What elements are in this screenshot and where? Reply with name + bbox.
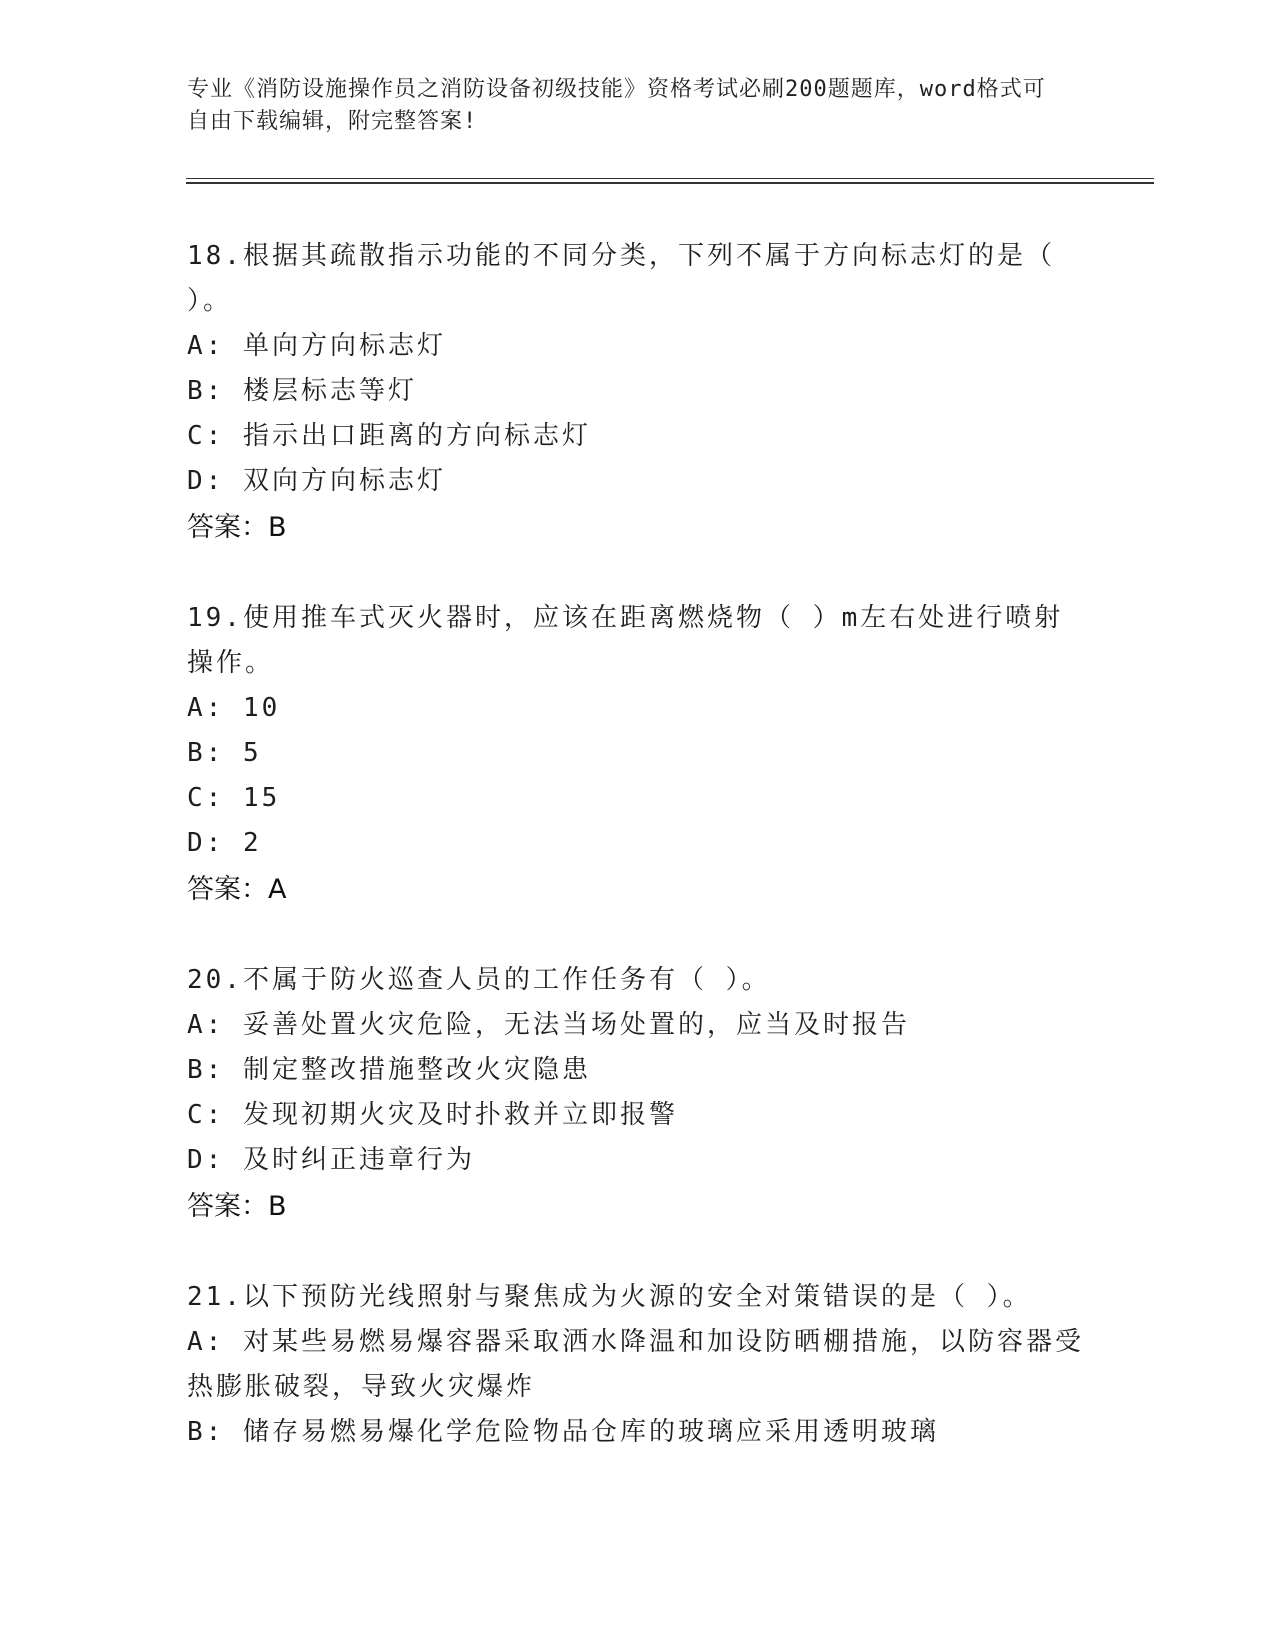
question-19 — [187, 596, 1087, 914]
option-b: B: 制定整改措施整改火灾隐患 — [187, 1055, 591, 1085]
question-stem: 19.使用推车式灭火器时，应该在距离燃烧物（ ）m左右处进行喷射操作。 — [187, 603, 1064, 678]
question-stem: 18.根据其疏散指示功能的不同分类，下列不属于方向标志灯的是（ ）。 — [187, 241, 1055, 316]
option-d: D: 及时纠正违章行为 — [187, 1145, 475, 1175]
question-stem: 20.不属于防火巡查人员的工作任务有（ ）。 — [187, 965, 771, 995]
option-a: A: 妥善处置火灾危险，无法当场处置的，应当及时报告 — [187, 1010, 910, 1040]
option-b: B: 楼层标志等灯 — [187, 376, 417, 406]
option-a: A: 单向方向标志灯 — [187, 331, 446, 361]
option-d: D: 2 — [187, 828, 262, 858]
answer-label: 答案：B — [187, 1191, 287, 1222]
question-18 — [187, 234, 1087, 552]
option-b: B: 储存易燃易爆化学危险物品仓库的玻璃应采用透明玻璃 — [187, 1417, 939, 1447]
question-21 — [187, 1275, 1087, 1455]
document-header: 专业《消防设施操作员之消防设备初级技能》资格考试必刷200题题库，word格式可自由下载编辑，附完整答案! — [187, 77, 1046, 134]
answer-label: 答案：A — [187, 874, 287, 905]
question-stem: 21.以下预防光线照射与聚焦成为火源的安全对策错误的是（ ）。 — [187, 1282, 1032, 1312]
header-divider-thick — [186, 182, 1154, 184]
option-a: A: 对某些易燃易爆容器采取洒水降温和加设防晒棚措施，以防容器受热膨胀破裂，导致火灾爆炸 — [187, 1327, 1084, 1402]
question-list — [187, 234, 1087, 1499]
answer-label: 答案：B — [187, 512, 287, 543]
header-divider-thin — [186, 178, 1154, 179]
option-c: C: 指示出口距离的方向标志灯 — [187, 421, 591, 451]
option-c: C: 发现初期火灾及时扑救并立即报警 — [187, 1100, 678, 1130]
option-a: A: 10 — [187, 693, 281, 723]
question-20 — [187, 958, 1087, 1231]
option-d: D: 双向方向标志灯 — [187, 466, 446, 496]
option-b: B: 5 — [187, 738, 262, 768]
option-c: C: 15 — [187, 783, 281, 813]
